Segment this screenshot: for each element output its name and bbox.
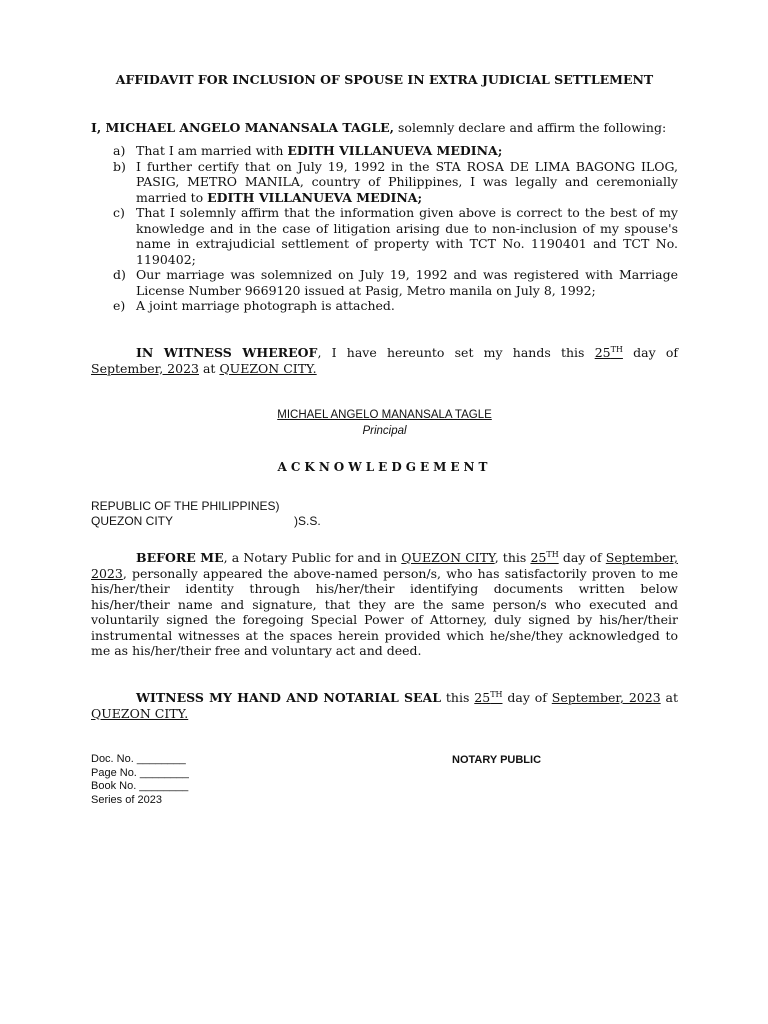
list-item [91, 267, 678, 298]
before-day [530, 550, 558, 565]
item-label: d) [113, 267, 126, 282]
item-label: e) [113, 298, 126, 313]
seal-text: day of [502, 690, 552, 705]
acknowledgement-heading: ACKNOWLEDGEMENT [277, 460, 492, 474]
notary-public-label: NOTARY PUBLIC [452, 754, 542, 766]
item-label: b) [113, 158, 126, 174]
item-text: I further certify that on July 19, 1992 in the STA ROSA DE LIMA BAGONG ILOG, PASIG, METRO MANILA, country of Philippines, I was legally and ceremonially married to [136, 158, 678, 205]
seal-heading: WITNESS MY HAND AND NOTARIAL SEAL [136, 690, 442, 705]
witness-text: , I have hereunto set my hands this [317, 345, 595, 360]
before-text: , this [494, 550, 531, 565]
principal-name: MICHAEL ANGELO MANANSALA TAGLE [277, 409, 492, 421]
book-number: Book No. ________ [91, 780, 189, 792]
seal-day [474, 690, 502, 705]
document-title: AFFIDAVIT FOR INCLUSION OF SPOUSE IN EXTRA JUDICIAL SETTLEMENT [115, 72, 654, 87]
venue-block [91, 499, 678, 529]
venue-city: QUEZON CITY [91, 514, 174, 528]
before-text: , personally appeared the above-named person/s, who has satisfactorily proven to me his/her/their identity through his/her/their identifying documents written below his/her/their name and signature, that they are the same person/s who executed and voluntarily signed the foregoing Special Power of Attorney, duly signed by his/her/their instrumental witnesses at the spaces herein provided which he/she/they acknowledged to me as his/her/their free and voluntary act and deed. [91, 565, 678, 658]
series: Series of 2023 [91, 793, 162, 806]
affiant-name: I, MICHAEL ANGELO MANANSALA TAGLE, [91, 120, 395, 135]
before-heading: BEFORE ME [136, 550, 224, 565]
doc-info-block [91, 753, 189, 807]
list-item [91, 159, 678, 206]
witness-text: day of [622, 345, 678, 360]
list-item [91, 205, 678, 267]
list-item [91, 143, 678, 159]
item-text: That I am married with [136, 143, 288, 158]
witness-paragraph [91, 345, 678, 376]
intro-text: solemnly declare and affirm the following: [394, 120, 667, 135]
witness-heading: IN WITNESS WHEREOF [136, 345, 318, 360]
before-place: QUEZON CITY [401, 550, 495, 565]
before-text: , a Notary Public for and in [223, 550, 402, 565]
venue-city-row [91, 514, 678, 529]
spouse-name: EDITH VILLANUEVA MEDINA; [287, 143, 503, 158]
seal-place: QUEZON CITY. [91, 705, 189, 721]
spouse-name: EDITH VILLANUEVA MEDINA; [207, 189, 423, 205]
day-number: 25 [594, 345, 611, 360]
before-text: day of [558, 550, 606, 565]
acknowledgement-paragraph [91, 550, 678, 659]
item-label: c) [113, 205, 125, 220]
day-number: 25 [474, 690, 491, 705]
witness-day [595, 345, 623, 360]
item-label: a) [113, 143, 126, 158]
seal-text: at [660, 690, 679, 705]
list-item [91, 298, 678, 314]
signature-block [91, 408, 678, 439]
item-text: Our marriage was solemnized on July 19, 1992 and was registered with Marriage License Number 9669120 issued at Pasig, Metro manila on July 8, 1992; [136, 267, 678, 298]
witness-place: QUEZON CITY. [219, 360, 317, 376]
witness-text: at [199, 360, 220, 376]
venue-ss: )S.S. [294, 514, 321, 528]
day-suffix: TH [546, 549, 559, 559]
day-suffix: TH [610, 344, 623, 354]
day-number: 25 [530, 550, 547, 565]
notarial-seal-paragraph [91, 690, 678, 721]
venue-country: REPUBLIC OF THE PHILIPPINES) [91, 499, 280, 513]
day-suffix: TH [490, 689, 503, 699]
item-text: A joint marriage photograph is attached. [136, 298, 395, 313]
witness-date: September, 2023 [91, 360, 199, 376]
doc-number: Doc. No. ________ [91, 753, 186, 765]
principal-role: Principal [362, 424, 407, 437]
seal-date: September, 2023 [551, 690, 661, 705]
page-number: Page No. ________ [91, 766, 189, 779]
item-text: That I solemnly affirm that the information given above is correct to the best of my knowledge and in the case of litigation arising due to non-inclusion of my spouse's name in extrajudicial settlement of property with TCT No. 1190401 and TCT No. 1190402; [136, 205, 678, 267]
seal-text: this [441, 690, 475, 705]
intro-paragraph [91, 120, 678, 136]
declaration-list [91, 143, 678, 314]
before-date: September, 2023 [91, 550, 679, 581]
